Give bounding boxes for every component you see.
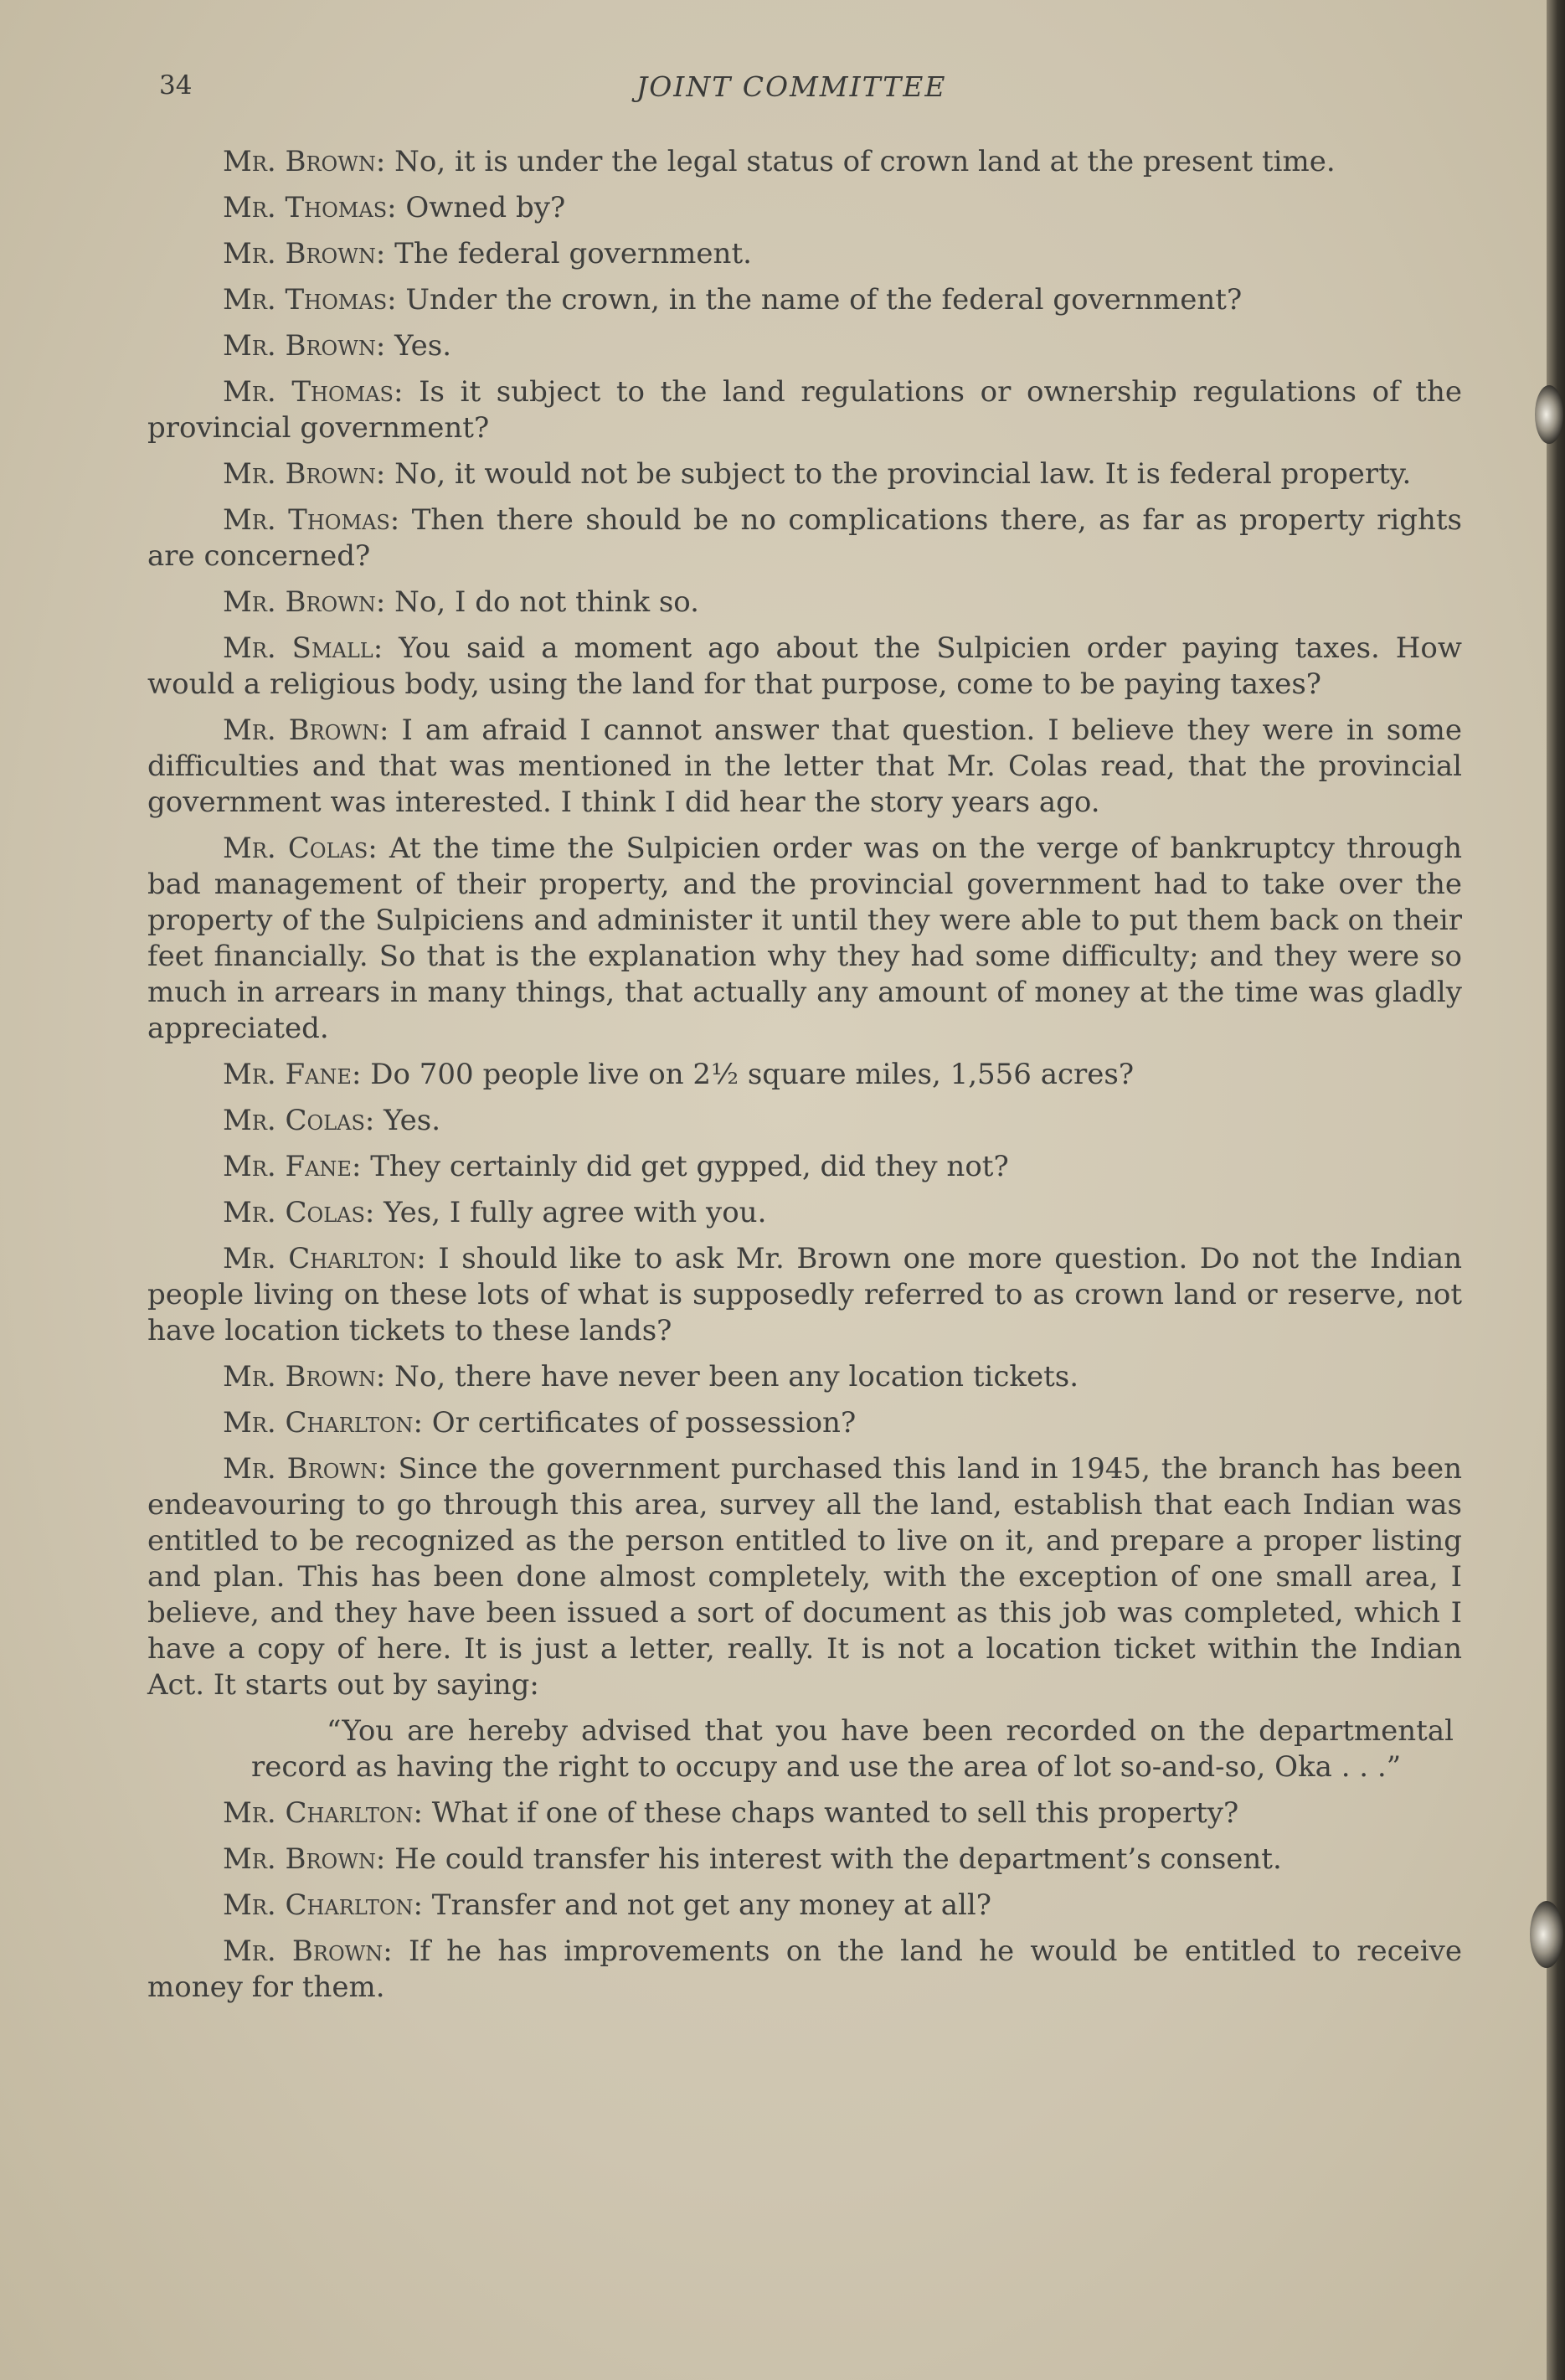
speech-text: Yes.	[374, 1104, 441, 1137]
paragraph	[147, 190, 1462, 226]
paragraph	[147, 328, 1462, 364]
speech-text: You said a moment ago about the Sulpicien order paying taxes. How would a religious body, using the land for that purpose, come to be paying taxes?	[147, 631, 1463, 701]
speaker-name: Mr. Thomas:	[223, 375, 404, 409]
speaker-name: Mr. Thomas:	[223, 191, 397, 224]
paragraph	[147, 456, 1462, 492]
binding-hole	[1535, 385, 1563, 444]
transcript-body	[147, 144, 1462, 2016]
paragraph	[147, 1149, 1462, 1185]
speaker-name: Mr. Brown:	[223, 1842, 386, 1876]
paragraph	[147, 713, 1462, 821]
speaker-name: Mr. Charlton:	[223, 1888, 423, 1922]
page-number: 34	[159, 70, 193, 100]
speaker-name: Mr. Colas:	[223, 832, 378, 865]
speech-text: The federal government.	[385, 237, 752, 270]
paragraph	[147, 502, 1462, 574]
speech-text: No, there have never been any location tickets.	[385, 1360, 1079, 1393]
paragraph	[147, 1359, 1462, 1395]
speech-text: What if one of these chaps wanted to sell this property?	[422, 1796, 1239, 1830]
speech-text: Yes.	[385, 329, 452, 363]
speaker-name: Mr. Fane:	[223, 1150, 362, 1183]
speech-text: If he has improvements on the land he would be entitled to receive money for them.	[147, 1934, 1462, 2004]
page-header	[0, 65, 1565, 107]
speaker-name: Mr. Brown:	[223, 145, 386, 178]
speech-text: Transfer and not get any money at all?	[422, 1888, 991, 1922]
paragraph	[147, 1103, 1462, 1139]
speech-text: Owned by?	[396, 191, 566, 224]
paragraph	[147, 1842, 1462, 1878]
speaker-name: Mr. Fane:	[223, 1058, 362, 1091]
speaker-name: Mr. Charlton:	[223, 1242, 426, 1275]
speech-text: Under the crown, in the name of the federal government?	[396, 283, 1243, 317]
speaker-name: Mr. Colas:	[223, 1104, 375, 1137]
paragraph	[147, 1888, 1462, 1924]
speech-text: They certainly did get gypped, did they not?	[361, 1150, 1009, 1183]
paragraph	[147, 236, 1462, 272]
block-quote: “You are hereby advised that you have been recorded on the departmental record as having the right to occupy and use the area of lot so-and-so, Oka . . .”	[251, 1714, 1454, 1784]
speech-text: No, it would not be subject to the provincial law. It is federal property.	[385, 457, 1412, 491]
paragraph	[147, 831, 1462, 1047]
paragraph	[147, 282, 1462, 318]
page-edge	[1547, 0, 1565, 2380]
speaker-name: Mr. Brown:	[223, 1452, 388, 1486]
speaker-name: Mr. Brown:	[223, 329, 386, 363]
speaker-name: Mr. Charlton:	[223, 1796, 423, 1830]
paragraph	[147, 1934, 1462, 2006]
speech-text: I am afraid I cannot answer that question. I believe they were in some difficulties and that was mentioned in the letter that Mr. Colas read, that the provincial government was interested. I think I did hear the story years ago.	[147, 713, 1462, 819]
speaker-name: Mr. Brown:	[223, 1934, 393, 1968]
running-head: JOINT COMMITTEE	[636, 70, 947, 103]
speech-text: No, it is under the legal status of crown land at the present time.	[385, 145, 1336, 178]
speech-text: Yes, I fully agree with you.	[374, 1196, 767, 1229]
speech-text: I should like to ask Mr. Brown one more question. Do not the Indian people living on these lots of what is supposedly referred to as crown land or reserve, not have location tickets to these lands?	[147, 1242, 1463, 1347]
speech-text: Or certificates of possession?	[422, 1406, 857, 1440]
speaker-name: Mr. Brown:	[223, 237, 386, 270]
speaker-name: Mr. Small:	[223, 631, 384, 665]
speech-text: Since the government purchased this land in 1945, the branch has been endeavouring to go through this area, survey all the land, establish that each Indian was entitled to be recognized as the person entitled to live on it, and prepare a proper listing and plan. This has been done almost completely, with the exception of one small area, I believe, and they have been issued a sort of document as this job was completed, which I have a copy of here. It is just a letter, really. It is not a location ticket within the Indian Act. It starts out by saying:	[147, 1452, 1462, 1702]
paragraph	[147, 1795, 1462, 1831]
paragraph	[147, 631, 1462, 703]
paragraph	[147, 374, 1462, 446]
paragraph	[147, 144, 1462, 180]
speech-text: Is it subject to the land regulations or ownership regulations of the provincial government?	[147, 375, 1462, 445]
paragraph	[147, 1195, 1462, 1231]
speech-text: No, I do not think so.	[385, 585, 699, 619]
speech-text: He could transfer his interest with the department’s consent.	[385, 1842, 1282, 1876]
paragraph	[147, 1451, 1462, 1703]
paragraph	[147, 1405, 1462, 1441]
speaker-name: Mr. Brown:	[223, 585, 386, 619]
speech-text: Then there should be no complications there, as far as property rights are concerned?	[147, 503, 1462, 573]
speech-text: At the time the Sulpicien order was on the verge of bankruptcy through bad management of their property, and the provincial government had to take over the property of the Sulpiciens and administer it until they were able to put them back on their feet financially. So that is the explanation why they had some difficulty; and they were so much in arrears in many things, that actually any amount of money at the time was gladly appreciated.	[147, 832, 1462, 1045]
speaker-name: Mr. Thomas:	[223, 503, 400, 537]
paragraph	[147, 1057, 1462, 1093]
speaker-name: Mr. Brown:	[223, 713, 389, 747]
speaker-name: Mr. Brown:	[223, 1360, 386, 1393]
speaker-name: Mr. Charlton:	[223, 1406, 423, 1440]
paragraph	[147, 1241, 1462, 1349]
binding-hole	[1530, 1901, 1563, 1968]
speaker-name: Mr. Brown:	[223, 457, 386, 491]
speech-text: Do 700 people live on 2½ square miles, 1,556 acres?	[361, 1058, 1135, 1091]
speaker-name: Mr. Thomas:	[223, 283, 397, 317]
speaker-name: Mr. Colas:	[223, 1196, 375, 1229]
paragraph	[147, 585, 1462, 621]
